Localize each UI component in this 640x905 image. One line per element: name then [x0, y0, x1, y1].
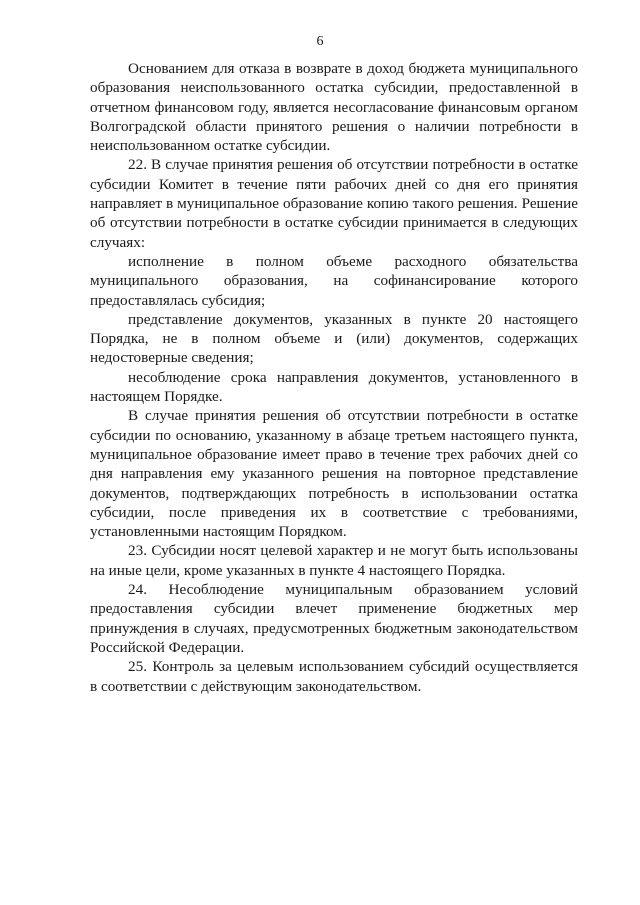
paragraph-23: 23. Субсидии носят целевой характер и не могут быть использованы на иные цели, кроме указанных в пункте 4 настоящего Порядка. — [90, 542, 578, 579]
paragraph-25: 25. Контроль за целевым использованием субсидий осуществляется в соответствии с действующим законодательством. — [90, 658, 578, 695]
paragraph-24: 24. Несоблюдение муниципальным образованием условий предоставления субсидии влечет применение бюджетных мер принуждения в случаях, предусмотренных бюджетным законодательством Российской Федерации. — [90, 581, 578, 656]
paragraph-case-documents: представление документов, указанных в пункте 20 настоящего Порядка, не в полном объеме и (или) документов, содержащих недостоверные сведения; — [90, 310, 578, 367]
paragraph-resubmission-right: В случае принятия решения об отсутствии потребности в остатке субсидии по основанию, указанному в абзаце третьем настоящего пункта, муниципальное образование имеет право в течение трех рабочих дней со дня направления ему указанного решения на повторное представление документов, подтверждающих потребность в использовании остатка субсидии, после приведения их в соответствие с требованиями, установленными настоящим Порядком. — [90, 407, 578, 541]
paragraph-22: 22. В случае принятия решения об отсутствии потребности в остатке субсидии Комитет в течение пяти рабочих дней со дня его принятия направляет в муниципальное образование копию такого решения. Решение об отсутствии потребности в остатке субсидии принимается в следующих случаях: — [90, 156, 578, 251]
paragraph-refusal-grounds: Основанием для отказа в возврате в доход бюджета муниципального образования неиспользованного остатка субсидии, предоставленной в отчетном финансовом году, является несогласование финансовым органом Волгоградской области принятого решения о наличии потребности в неиспользованном остатке субсидии. — [90, 60, 578, 155]
page-number: 6 — [316, 34, 324, 49]
document-body — [90, 59, 578, 696]
paragraph-case-deadline: несоблюдение срока направления документов, установленного в настоящем Порядке. — [90, 368, 578, 406]
paragraph-case-fulfillment: исполнение в полном объеме расходного обязательства муниципального образования, на софинансирование которого предоставлялась субсидия; — [90, 252, 578, 309]
